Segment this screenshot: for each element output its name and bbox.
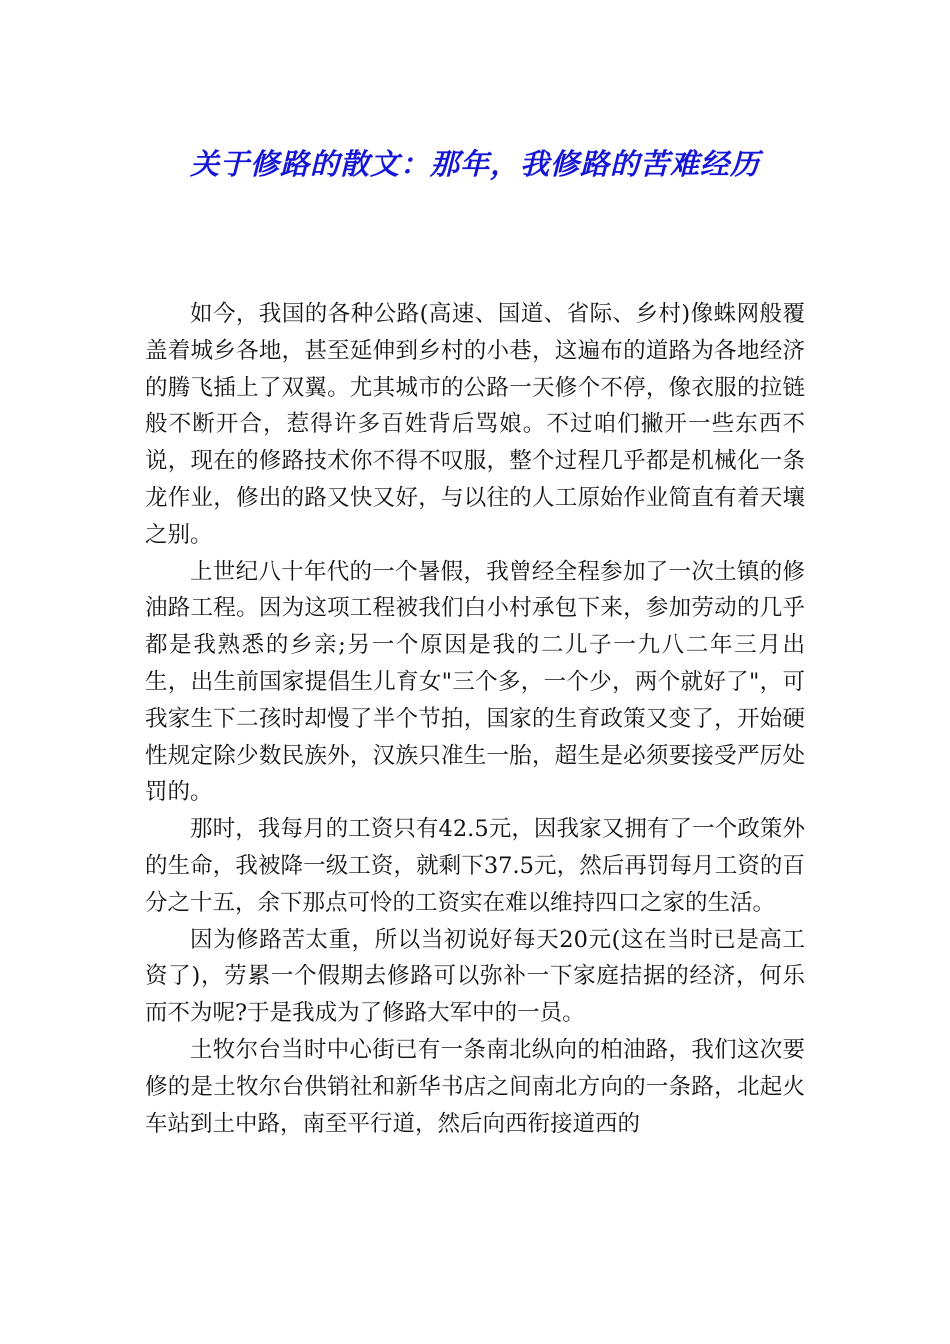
paragraph: 土牧尔台当时中心街已有一条南北纵向的柏油路，我们这次要修的是土牧尔台供销社和新华书店之间南北方向的一条路，北起火车站到土中路，南至平行道，然后向西衔接道西的: [145, 1036, 805, 1137]
paragraph: 那时，我每月的工资只有42.5元，因我家又拥有了一个政策外的生命，我被降一级工资，就剩下37.5元，然后再罚每月工资的百分之十五，余下那点可怜的工资实在难以维持四口之家的生活。: [145, 816, 805, 916]
document-body: [145, 296, 805, 1142]
paragraph: 因为修路苦太重，所以当初说好每天20元(这在当时已是高工资了)，劳累一个假期去修路可以弥补一下家庭拮据的经济，何乐而不为呢?于是我成为了修路大军中的一员。: [145, 926, 805, 1027]
document-title: 关于修路的散文：那年，我修路的苦难经历: [189, 147, 760, 181]
paragraph: 如今，我国的各种公路(高速、国道、省际、乡村)像蛛网般覆盖着城乡各地，甚至延伸到乡村的小巷，这遍布的道路为各地经济的腾飞插上了双翼。尤其城市的公路一天修个不停，像衣服的拉链般不断开合，惹得许多百姓背后骂娘。不过咱们撇开一些东西不说，现在的修路技术你不得不叹服，整个过程几乎都是机械化一条龙作业，修出的路又快又好，与以往的人工原始作业简直有着天壤之别。: [145, 301, 805, 548]
paragraph: 上世纪八十年代的一个暑假，我曾经全程参加了一次土镇的修油路工程。因为这项工程被我们白小村承包下来，参加劳动的几乎都是我熟悉的乡亲;另一个原因是我的二儿子一九八二年三月出生，出生前国家提倡生儿育女"三个多，一个少，两个就好了"，可我家生下二孩时却慢了半个节拍，国家的生育政策又变了，开始硬性规定除少数民族外，汉族只准生一胎，超生是必须要接受严厉处罚的。: [145, 558, 805, 806]
